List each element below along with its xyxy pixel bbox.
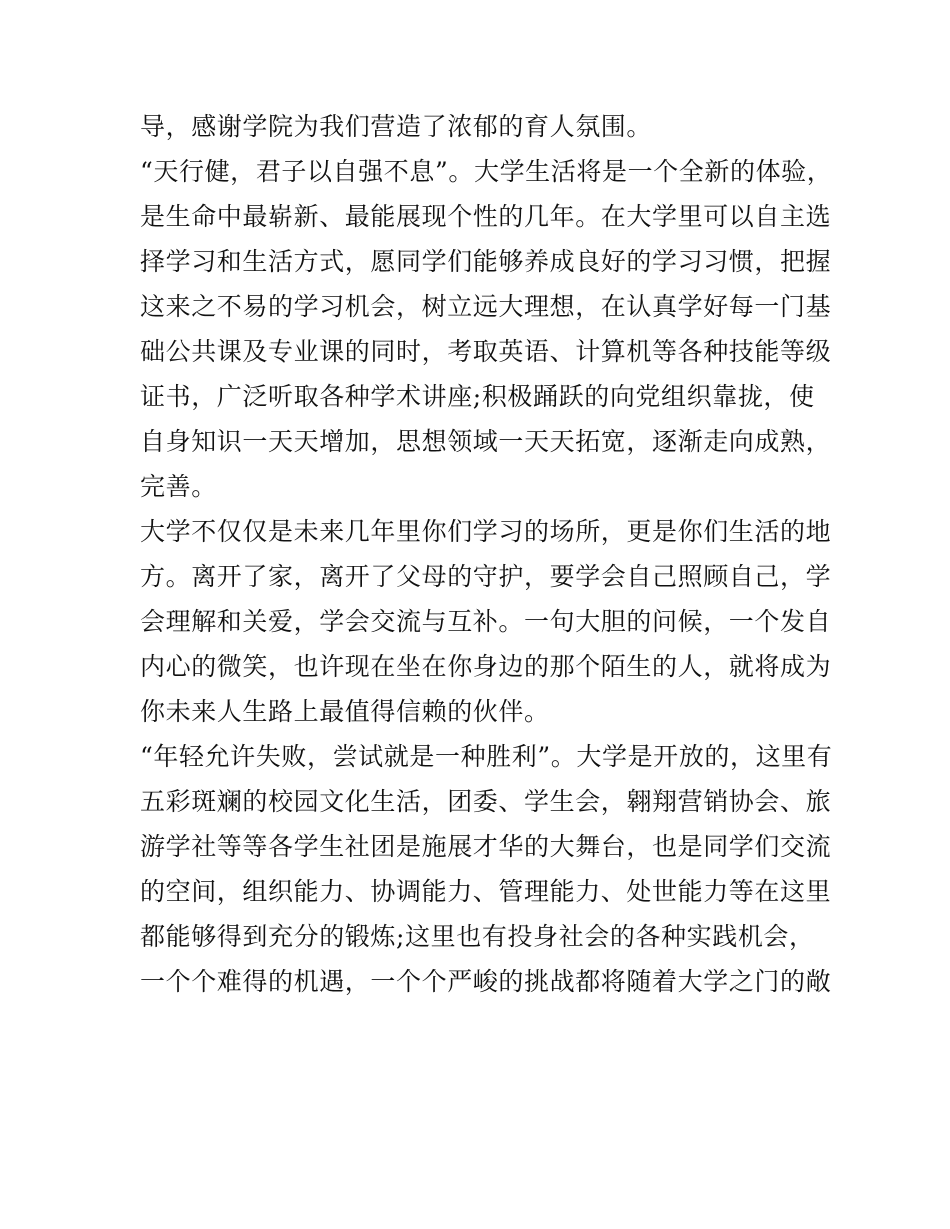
text-line: 五彩斑斓的校园文化生活，团委、学生会，翱翔营销协会、旅 — [140, 787, 832, 816]
text-line: 证书，广泛听取各种学术讲座;积极踊跃的向党组织靠拢，使 — [140, 382, 815, 411]
text-line: 择学习和生活方式，愿同学们能够养成良好的学习习惯，把握 — [140, 247, 832, 276]
text-line: 一个个难得的机遇，一个个严峻的挑战都将随着大学之门的敞 — [140, 967, 832, 996]
body-text — [140, 104, 833, 1004]
text-line: 内心的微笑，也许现在坐在你身边的那个陌生的人，就将成为 — [140, 652, 832, 681]
text-line: 是生命中最崭新、最能展现个性的几年。在大学里可以自主选 — [140, 202, 832, 231]
text-line: 会理解和关爱，学会交流与互补。一句大胆的问候，一个发自 — [140, 607, 832, 636]
text-line: 础公共课及专业课的同时，考取英语、计算机等各种技能等级 — [140, 337, 832, 366]
text-line: 的空间，组织能力、协调能力、管理能力、处世能力等在这里 — [140, 877, 832, 906]
text-line: 方。离开了家，离开了父母的守护，要学会自己照顾自己，学 — [140, 562, 832, 591]
text-line: 你未来人生路上最值得信赖的伙伴。 — [140, 697, 550, 726]
text-line: 这来之不易的学习机会，树立远大理想，在认真学好每一门基 — [140, 292, 832, 321]
text-line: 大学不仅仅是未来几年里你们学习的场所，更是你们生活的地 — [140, 517, 832, 546]
text-line: 游学社等等各学生社团是施展才华的大舞台，也是同学们交流 — [140, 832, 832, 861]
text-line: 完善。 — [140, 472, 217, 501]
text-line: 导，感谢学院为我们营造了浓郁的育人氛围。 — [140, 112, 653, 141]
text-line: 自身知识一天天增加，思想领域一天天拓宽，逐渐走向成熟， — [140, 427, 832, 456]
text-line: 都能够得到充分的锻炼;这里也有投身社会的各种实践机会， — [140, 922, 815, 951]
text-line: “年轻允许失败，尝试就是一种胜利”。大学是开放的，这里有 — [140, 742, 833, 771]
text-line: “天行健，君子以自强不息”。大学生活将是一个全新的体验， — [140, 157, 833, 186]
